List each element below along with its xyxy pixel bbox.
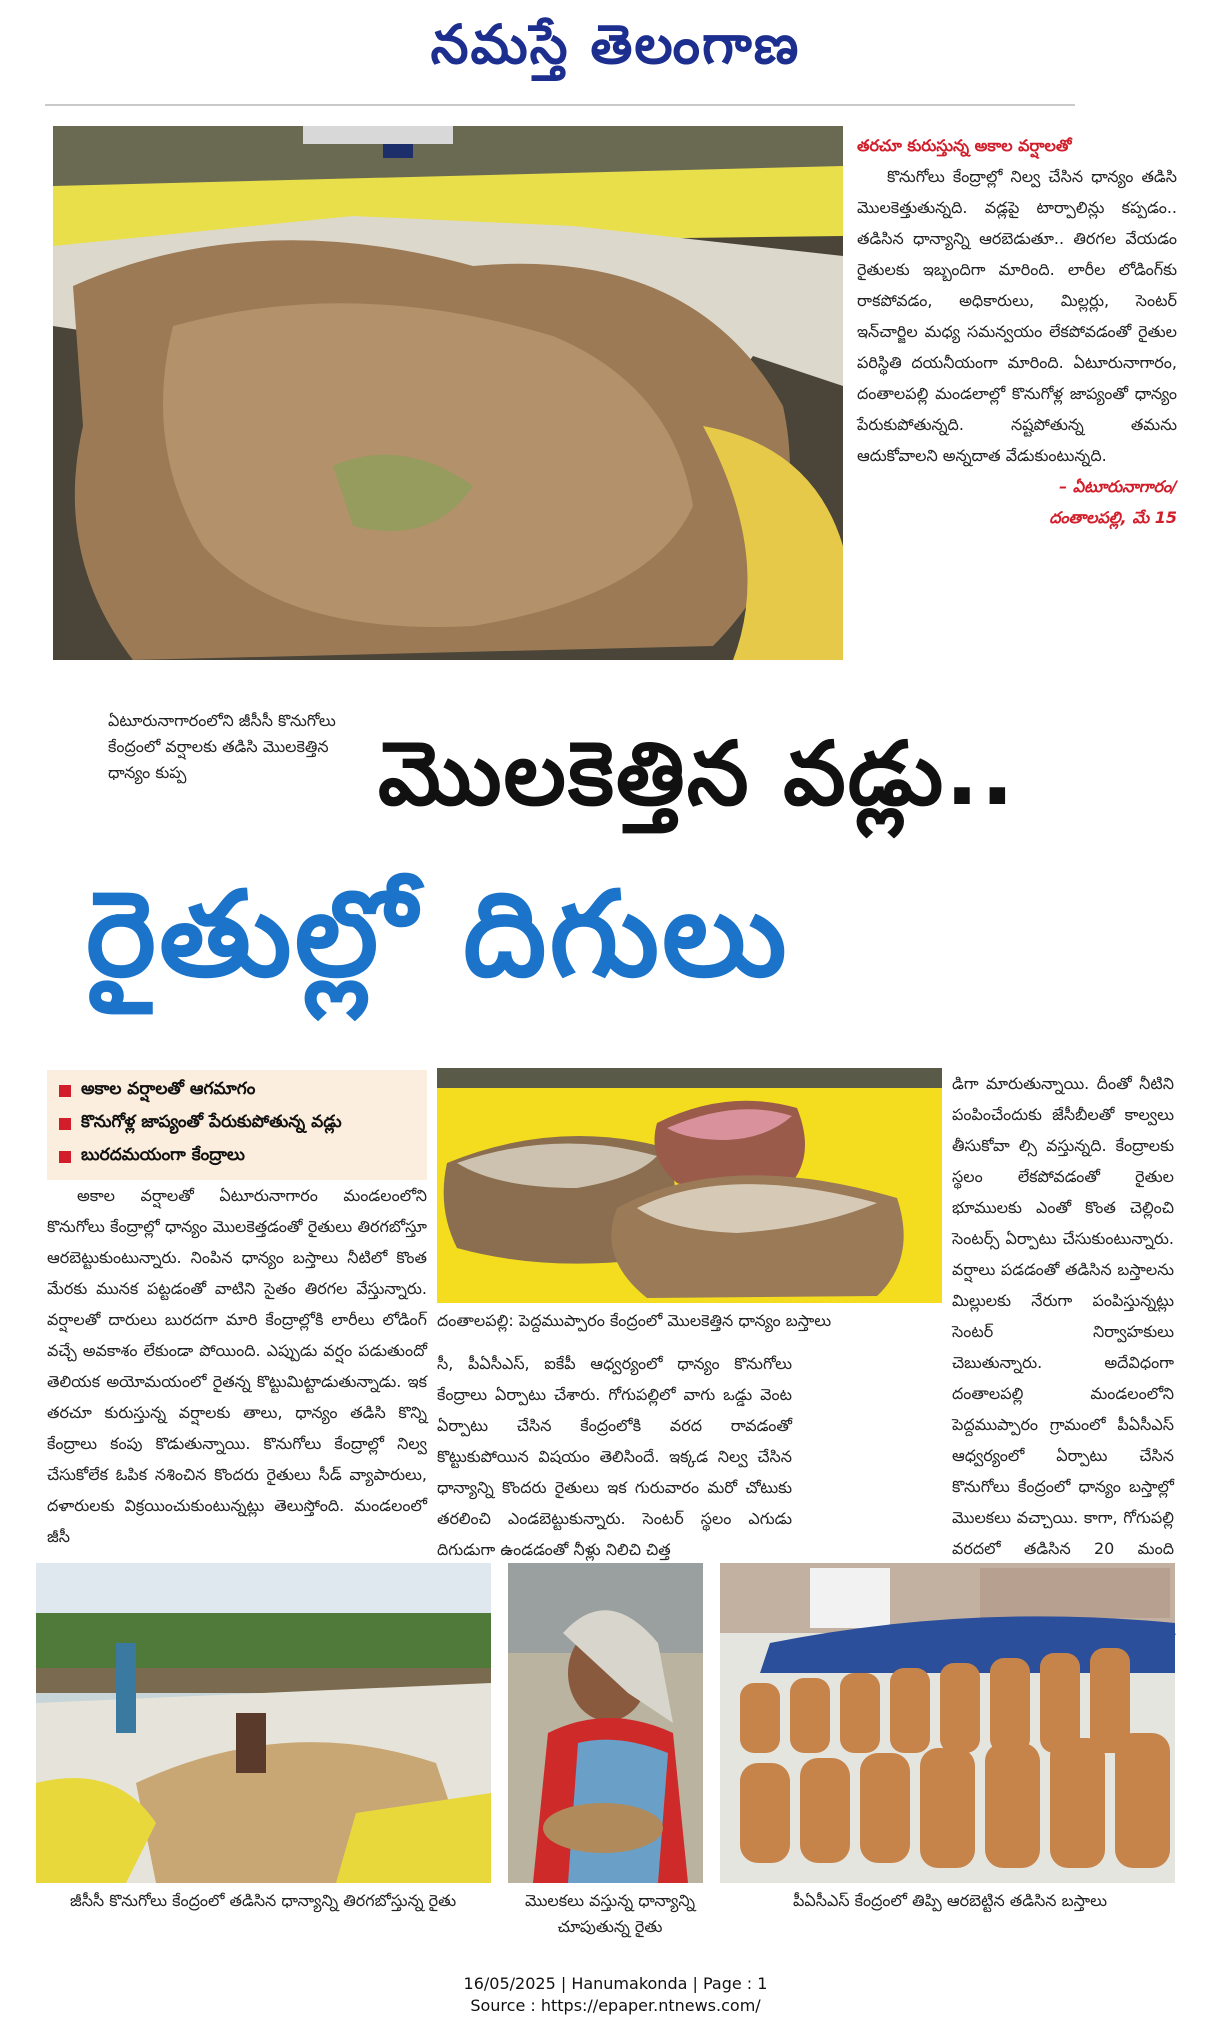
- body-column-3: డిగా మారుతున్నాయి. దీంతో నీటిని పంపించేందుకు జేసీబీలతో కాల్వలు తీసుకోవా ల్సి వస్తున్నది. కేంద్రాలకు స్థలం లేకపోవడంతో రైతుల భూములకు ఎంతో కొంత చెల్లించి సెంటర్స్ ఏర్పాటు చేసుకుంటున్నారు. వర్షాలు పడడంతో తడిసిన బస్తాలను మిల్లులకు నేరుగా పంపిస్తున్నట్లు సెంటర్ నిర్వాహకులు చెబుతున్నారు. అదేవిధంగా దంతాలపల్లి మండలంలోని పెద్దముప్పారం గ్రామంలో పీఏసీఎస్ ఆధ్వర్యంలో ఏర్పాటు చేసిన కొనుగోలు కేంద్రంలో ధాన్యం బస్తాల్లో మొలకలు వచ్చాయి. కాగా, గోగుపల్లి వరదలో తడిసిన 20 మంది: [952, 1074, 1174, 1558]
- bottom-photo-2: [508, 1563, 703, 1883]
- bottom-photo-1: [36, 1563, 491, 1883]
- headline-line1: మొలకెత్తిన వడ్లు..: [378, 722, 1017, 825]
- top-photo: [53, 126, 843, 660]
- highlight-item: [47, 1107, 427, 1140]
- square-bullet-icon: [59, 1085, 71, 1097]
- square-bullet-icon: [59, 1151, 71, 1163]
- middle-photo-caption: దంతాలపల్లి: పెద్దముప్పారం కేంద్రంలో మొలకెత్తిన ధాన్యం బస్తాలు: [437, 1311, 832, 1330]
- bottom-photo-3: [720, 1563, 1175, 1883]
- highlight-text: అకాల వర్షాలతో ఆగమాగం: [81, 1078, 256, 1099]
- body-column-1: అకాల వర్షాలతో ఏటూరునాగారం మండలంలోని కొనుగోలు కేంద్రాల్లో ధాన్యం మొలకెత్తడంతో రైతులు తిరగబోస్తూ ఆరబెట్టుకుంటున్నారు. నింపిన ధాన్యం బస్తాలు నీటిలో కొంత మేరకు మునక పట్టడంతో వాటిని సైతం తిరగల వేస్తున్నారు. వర్షాలతో దారులు బురదగా మారి కేంద్రాల్లోకి లారీలు లోడింగ్ వచ్చే అవకాశం లేకుండా పోయింది. ఎప్పుడు వర్షం పడుతుందో తెలియక అయోమయంలో రైతన్న కొట్టుమిట్టాడుతున్నాడు. ఇక తరచూ కురుస్తున్న వర్షాలకు తాలు, ధాన్యం తడిసి కొన్ని కేంద్రాలు కంపు కొడుతున్నాయి. కొనుగోలు కేంద్రాల్లో నిల్వ చేసుకోలేక ఓపిక నశించిన కొందరు రైతులు సీడ్ వ్యాపారులు, దళారులకు విక్రయించుకుంటున్నట్లు తెలుస్తోంది. మండలంలో జీసీ: [47, 1186, 427, 1546]
- masthead-divider: [45, 104, 1075, 106]
- bottom-caption-2: మొలకలు వస్తున్న ధాన్యాన్ని చూపుతున్న రైతు: [524, 1891, 696, 1936]
- top-story: [857, 130, 1177, 533]
- highlight-item: [47, 1140, 427, 1173]
- headline-line2: రైతుల్లో దిగులు: [86, 865, 790, 1003]
- bottom-caption-1: జీసీసీ కొనుగోలు కేంద్రంలో తడిసిన ధాన్యాన్ని తిరగబోస్తున్న రైతు: [70, 1891, 457, 1910]
- square-bullet-icon: [59, 1118, 71, 1130]
- highlight-text: బురదమయంగా కేంద్రాలు: [81, 1144, 245, 1165]
- highlights-box: [47, 1070, 427, 1180]
- footer-date-edition: 16/05/2025 | Hanumakonda | Page : 1: [463, 1974, 768, 1993]
- top-story-dateline-place: – ఏటూరునాగారం/: [1059, 477, 1177, 496]
- body-column-2: సీ, పీఏసీఎస్, ఐకేపీ ఆధ్వర్యంలో ధాన్యం కొనుగోలు కేంద్రాలు ఏర్పాటు చేశారు. గోగుపల్లిలో వాగు ఒడ్డు వెంట ఏర్పాటు చేసిన కేంద్రంలోకి వరద రావడంతో కొట్టుకుపోయిన విషయం తెలిసిందే. ఇక్కడ నిల్వ చేసిన ధాన్యాన్ని కొందరు రైతులు ఇక గురువారం మరో చోటుకు తరలించి ఎండబెట్టుకున్నారు. సెంటర్ స్థలం ఎగుడు దిగుడుగా ఉండడంతో నీళ్లు నిలిచి చిత్త: [437, 1354, 792, 1559]
- bottom-caption-3: పీఏసీఎస్ కేంద్రంలో తిప్పి ఆరబెట్టిన తడిసిన బస్తాలు: [792, 1891, 1107, 1910]
- top-photo-caption: ఏటూరునాగారంలోని జీసీసీ కొనుగోలు కేంద్రంలో వర్షాలకు తడిసి మొలకెత్తిన ధాన్యం కుప్ప: [108, 711, 336, 782]
- top-story-dateline-date: దంతాలపల్లి, మే 15: [1049, 508, 1177, 527]
- top-story-paragraph: కొనుగోలు కేంద్రాల్లో నిల్వ చేసిన ధాన్యం తడిసి మొలకెత్తుతున్నది. వడ్లపై టార్పాలిన్లు కప్పడం.. తడిసిన ధాన్యాన్ని ఆరబెడుతూ.. తిరగల వేయడం రైతులకు ఇబ్బందిగా మారింది. లారీల లోడింగ్‌కు రాకపోవడం, అధికారులు, మిల్లర్లు, సెంటర్ ఇన్‌చార్జిల మధ్య సమన్వయం లేకపోవడంతో రైతుల పరిస్థితి దయనీయంగా మారింది. ఏటూరునాగారం, దంతాలపల్లి మండలాల్లో కొనుగోళ్ల జాప్యంతో ధాన్యం పేరుకుపోతున్నది. నష్టపోతున్న తమను ఆదుకోవాలని అన్నదాత వేడుకుంటున్నది.: [857, 167, 1177, 465]
- footer-source: Source : https://epaper.ntnews.com/: [470, 1996, 761, 2015]
- masthead-title: నమస్తే తెలంగాణ: [430, 12, 801, 76]
- highlight-text: కొనుగోళ్ల జాప్యంతో పేరుకుపోతున్న వడ్లు: [81, 1111, 342, 1132]
- middle-photo: [437, 1068, 942, 1303]
- highlight-item: [47, 1074, 427, 1107]
- top-story-lead: తరచూ కురుస్తున్న అకాల వర్షాలతో: [857, 136, 1072, 155]
